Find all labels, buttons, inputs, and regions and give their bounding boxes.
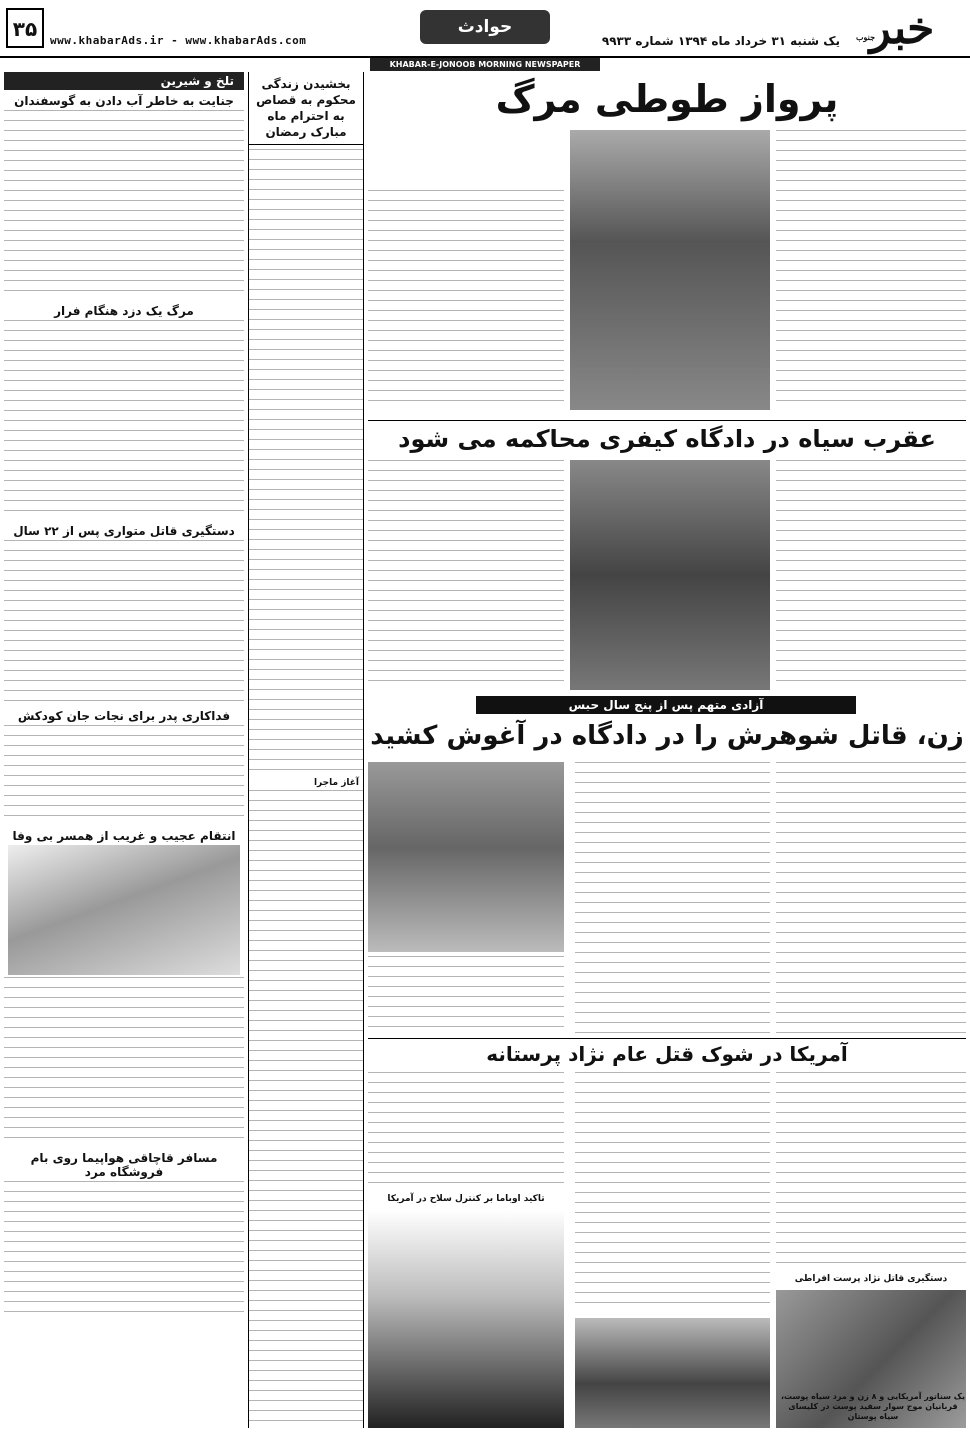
left-item-title: مرگ یک دزد هنگام فرار — [54, 304, 194, 318]
article-body — [4, 1181, 244, 1321]
story3-court-photo — [368, 762, 564, 952]
article-body — [4, 320, 244, 520]
middle-column-title: بخشیدن زندگی محکوم به قصاص به احترام ماه مبارک رمضان — [249, 72, 363, 145]
logo-text: خبر — [869, 3, 935, 54]
left-column — [4, 72, 244, 1428]
story4-body-left — [368, 1072, 564, 1192]
story1-suspect-photo — [570, 130, 770, 410]
page-number: ۳۵ — [6, 8, 44, 48]
victims-caption: یک سناتور آمریکایی و ۸ زن و مرد سیاه پوست، قربانیان موج سوار سفید پوست در کلیسای سیاه پوستان — [780, 1392, 965, 1421]
story1-body-right — [776, 130, 966, 410]
story4-body-middle — [575, 1072, 770, 1312]
story3-headline: زن، قاتل شوهرش را در دادگاه در آغوش کشید — [370, 721, 964, 751]
middle-column — [248, 72, 364, 1428]
left-item-title: مسافر قاچاقی هواپیما روی بام فروشگاه مرد — [30, 1151, 218, 1179]
website-link[interactable]: www.khabarAds.ir - www.khabarAds.com — [50, 34, 307, 47]
story3-body-middle — [575, 762, 770, 1034]
newspaper-logo — [842, 4, 962, 54]
main-area — [368, 72, 966, 1428]
story2-body-left — [368, 460, 564, 690]
bicycle-car-photo — [8, 845, 240, 975]
issue-date: یک شنبه ۳۱ خرداد ماه ۱۳۹۴ شماره ۹۹۳۳ — [601, 34, 840, 48]
story4-headline: آمریکا در شوک قتل عام نژاد پرستانه — [368, 1038, 966, 1068]
story3-kicker: آزادی متهم پس از پنج سال حبس — [476, 696, 856, 714]
left-item-title: فداکاری پدر برای نجات جان کودکش — [17, 709, 231, 723]
article-body — [4, 540, 244, 705]
story4-subhead1: دستگیری قاتل نژاد پرست افراطی — [794, 1274, 948, 1284]
story2-body-right — [776, 460, 966, 690]
logo-sub: جنوب — [856, 32, 876, 42]
story4-subhead2: تاکید اوباما بر کنترل سلاح در آمریکا — [387, 1194, 545, 1204]
story2-suspect-photo — [570, 460, 770, 690]
article-body — [4, 977, 244, 1147]
masthead — [0, 0, 970, 58]
story3-body-right — [776, 762, 966, 1034]
story4-body-right — [776, 1072, 966, 1272]
story3-body-left — [368, 956, 564, 1034]
article-body — [4, 110, 244, 300]
left-item-title: جنایت به خاطر آب دادن به گوسفندان — [14, 94, 234, 108]
section-title: حوادث — [420, 10, 550, 44]
story1-headline: پرواز طوطی مرگ — [495, 77, 839, 121]
tagline: KHABAR-E-JONOOB MORNING NEWSPAPER — [370, 58, 600, 71]
article-body — [249, 790, 363, 1428]
left-item-title: انتقام عجیب و غریب از همسر بی وفا — [12, 829, 236, 843]
article-body — [249, 149, 363, 774]
suspect-roof-photo — [575, 1318, 770, 1428]
story1-body-left — [368, 190, 564, 410]
church-photo — [368, 1210, 564, 1428]
story2-headline: عقرب سیاه در دادگاه کیفری محاکمه می شود — [368, 420, 966, 456]
left-column-header: تلخ و شیرین — [4, 72, 244, 90]
middle-subhead: آغاز ماجرا — [313, 778, 359, 788]
left-item-title: دستگیری قاتل متواری پس از ۲۲ سال — [13, 524, 235, 538]
article-body — [4, 725, 244, 825]
